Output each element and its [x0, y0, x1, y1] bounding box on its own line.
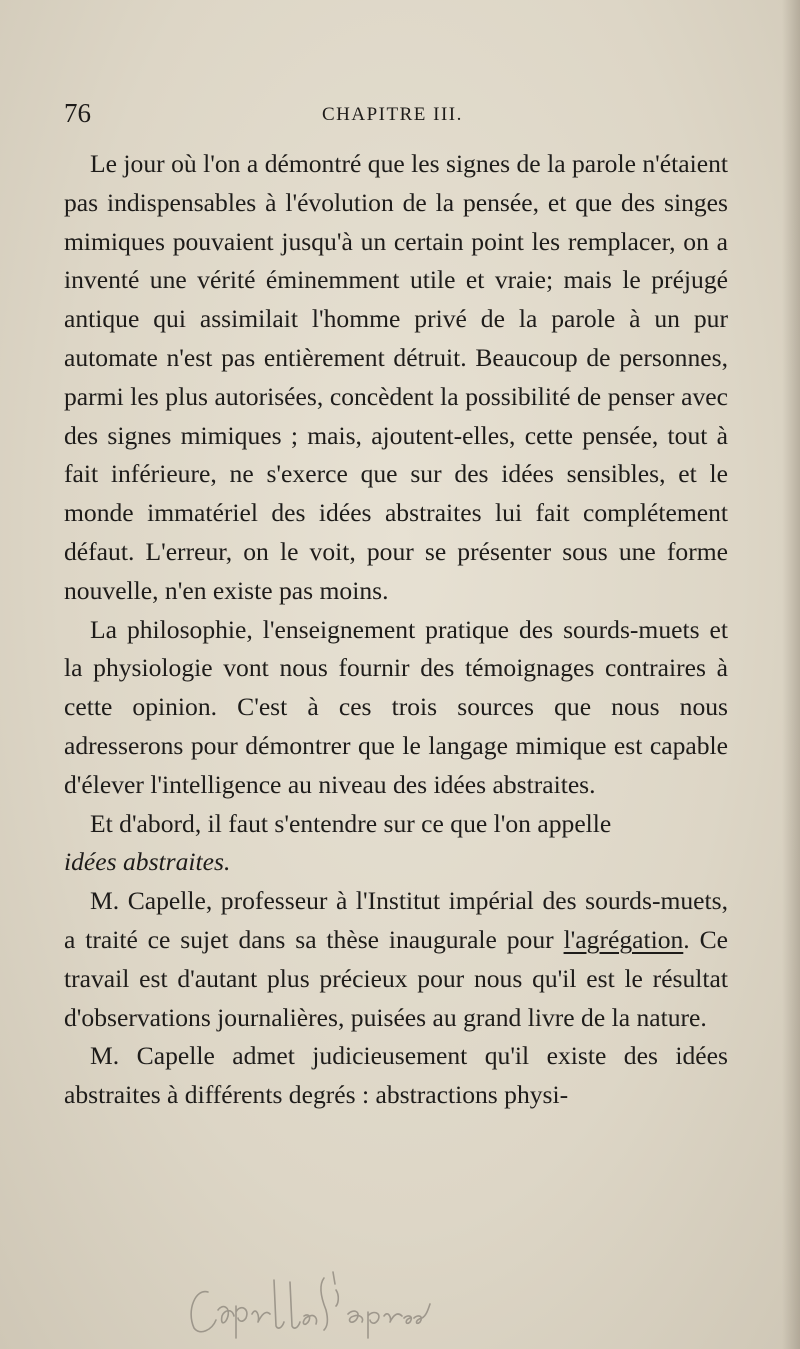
- paragraph-5: M. Capelle admet judicieusement qu'il existe des idées abstraites à différents degrés : abstractions physi-: [64, 1041, 728, 1110]
- paragraph-1: Le jour où l'on a démontré que les signes de la parole n'étaient pas indispensables à l'évolution de la pensée, et que des singes mimiques pouvaient jusqu'à un certain point les remplacer, on a inventé une vérité éminemment utile et vraie; mais le préjugé antique qui assimilait l'homme privé de la parole à un pur automate n'est pas entièrement détruit. Beaucoup de personnes, parmi les plus autorisées, concèdent la possibilité de penser avec des signes mimiques ; mais, ajoutent-elles, cette pensée, tout à fait inférieure, ne s'exerce que sur des idées sensibles, et le monde immatériel des idées abstraites lui fait complétement défaut. L'erreur, on le voit, pour se présenter sous une forme nouvelle, n'en existe pas moins.: [64, 149, 728, 605]
- paragraph-2: La philosophie, l'enseignement pratique des sourds-muets et la physiologie vont nous fournir des témoignages contraires à cette opinion. C'est à ces trois sources que nous nous adresserons pour démontrer que le langage mimique est capable d'élever l'intelligence au niveau des idées abstraites.: [64, 614, 728, 799]
- page-edge-shadow: [782, 0, 800, 1349]
- body-text: [64, 145, 728, 1115]
- paragraph-4: [64, 882, 728, 1037]
- handwritten-annotation: [178, 1270, 448, 1340]
- underlined-word: l'agrégation: [563, 924, 684, 954]
- paragraph-4-start: M. Capelle, professeur à l'Institut impérial des sourds-muets, a traité ce sujet dans sa thèse inaugurale pour: [64, 886, 728, 954]
- paragraph-3-italic: idées abstraites.: [64, 847, 231, 877]
- paragraph-3: Et d'abord, il faut s'entendre sur ce que l'on appelle: [90, 808, 612, 838]
- running-head: CHAPITRE III.: [322, 104, 463, 125]
- page-number: 76: [64, 98, 91, 128]
- page-header: [64, 98, 728, 138]
- paragraph-4-end: . Ce travail est d'autant plus précieux pour nous qu'il est le résultat d'observations journalières, puisées au grand livre de la nature.: [64, 924, 728, 1032]
